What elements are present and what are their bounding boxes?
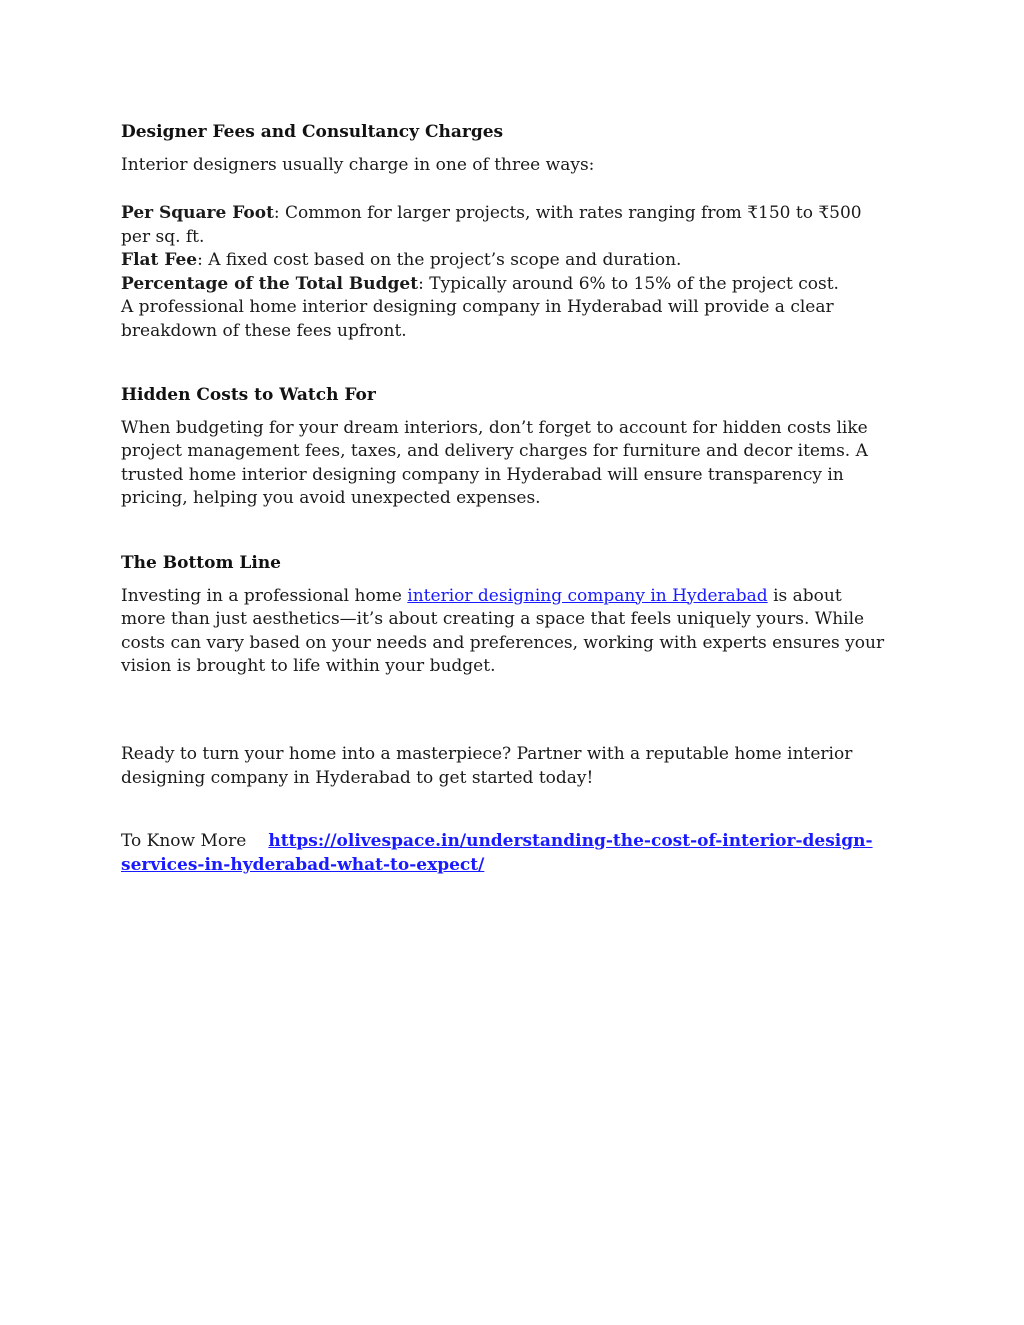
cta-text: Ready to turn your home into a masterpiece? Partner with a reputable home interior designing company in Hyderabad to get started today! bbox=[121, 744, 853, 788]
fee-term: Percentage of the Total Budget bbox=[121, 273, 419, 294]
section-intro: Interior designers usually charge in one of three ways: bbox=[121, 154, 595, 175]
fee-list bbox=[121, 202, 891, 344]
body-text: is about more than just aesthetics—it’s about creating a space that feels uniquely yours. While costs can vary based on your needs and preferences, working with experts ensures your vision is brought to life within your budget. bbox=[121, 585, 885, 677]
section-closing: A professional home interior designing company in Hyderabad will provide a clear breakdown of these fees upfront. bbox=[121, 297, 834, 341]
article-url-link[interactable]: https://olivespace.in/understanding-the-cost-of-interior-design-services-in-hyderabad-what-to-expect/ bbox=[121, 831, 873, 875]
section-body: When budgeting for your dream interiors, don’t forget to account for hidden costs like project management fees, taxes, and delivery charges for furniture and decor items. A trusted home interior designing company in Hyderabad will ensure transparency in pricing, helping you avoid unexpected expenses. bbox=[121, 417, 868, 509]
section-designer-fees bbox=[121, 121, 891, 177]
fee-item-per-square-foot bbox=[121, 202, 891, 249]
section-heading: Designer Fees and Consultancy Charges bbox=[121, 122, 504, 142]
fee-description: : A fixed cost based on the project’s scope and duration. bbox=[197, 250, 682, 271]
to-know-more bbox=[121, 830, 891, 877]
body-text: Investing in a professional home bbox=[121, 585, 408, 606]
section-heading: Hidden Costs to Watch For bbox=[121, 385, 376, 405]
fee-description: : Common for larger projects, with rates ranging from ₹150 to ₹500 per sq. ft. bbox=[121, 203, 862, 247]
section-body bbox=[121, 585, 891, 679]
fee-term: Per Square Foot bbox=[121, 203, 274, 223]
section-bottom-line bbox=[121, 552, 891, 679]
section-hidden-costs bbox=[121, 384, 891, 511]
fee-item-percentage bbox=[121, 273, 891, 297]
cta-paragraph bbox=[121, 743, 891, 790]
fee-description: : Typically around 6% to 15% of the project cost. bbox=[418, 273, 839, 294]
fee-term: Flat Fee bbox=[121, 250, 198, 271]
section-heading: The Bottom Line bbox=[121, 553, 281, 573]
to-know-more-line bbox=[121, 830, 891, 877]
to-know-more-label: To Know More bbox=[121, 831, 247, 851]
company-link[interactable]: interior designing company in Hyderabad bbox=[407, 585, 768, 606]
fee-item-flat-fee bbox=[121, 249, 891, 273]
